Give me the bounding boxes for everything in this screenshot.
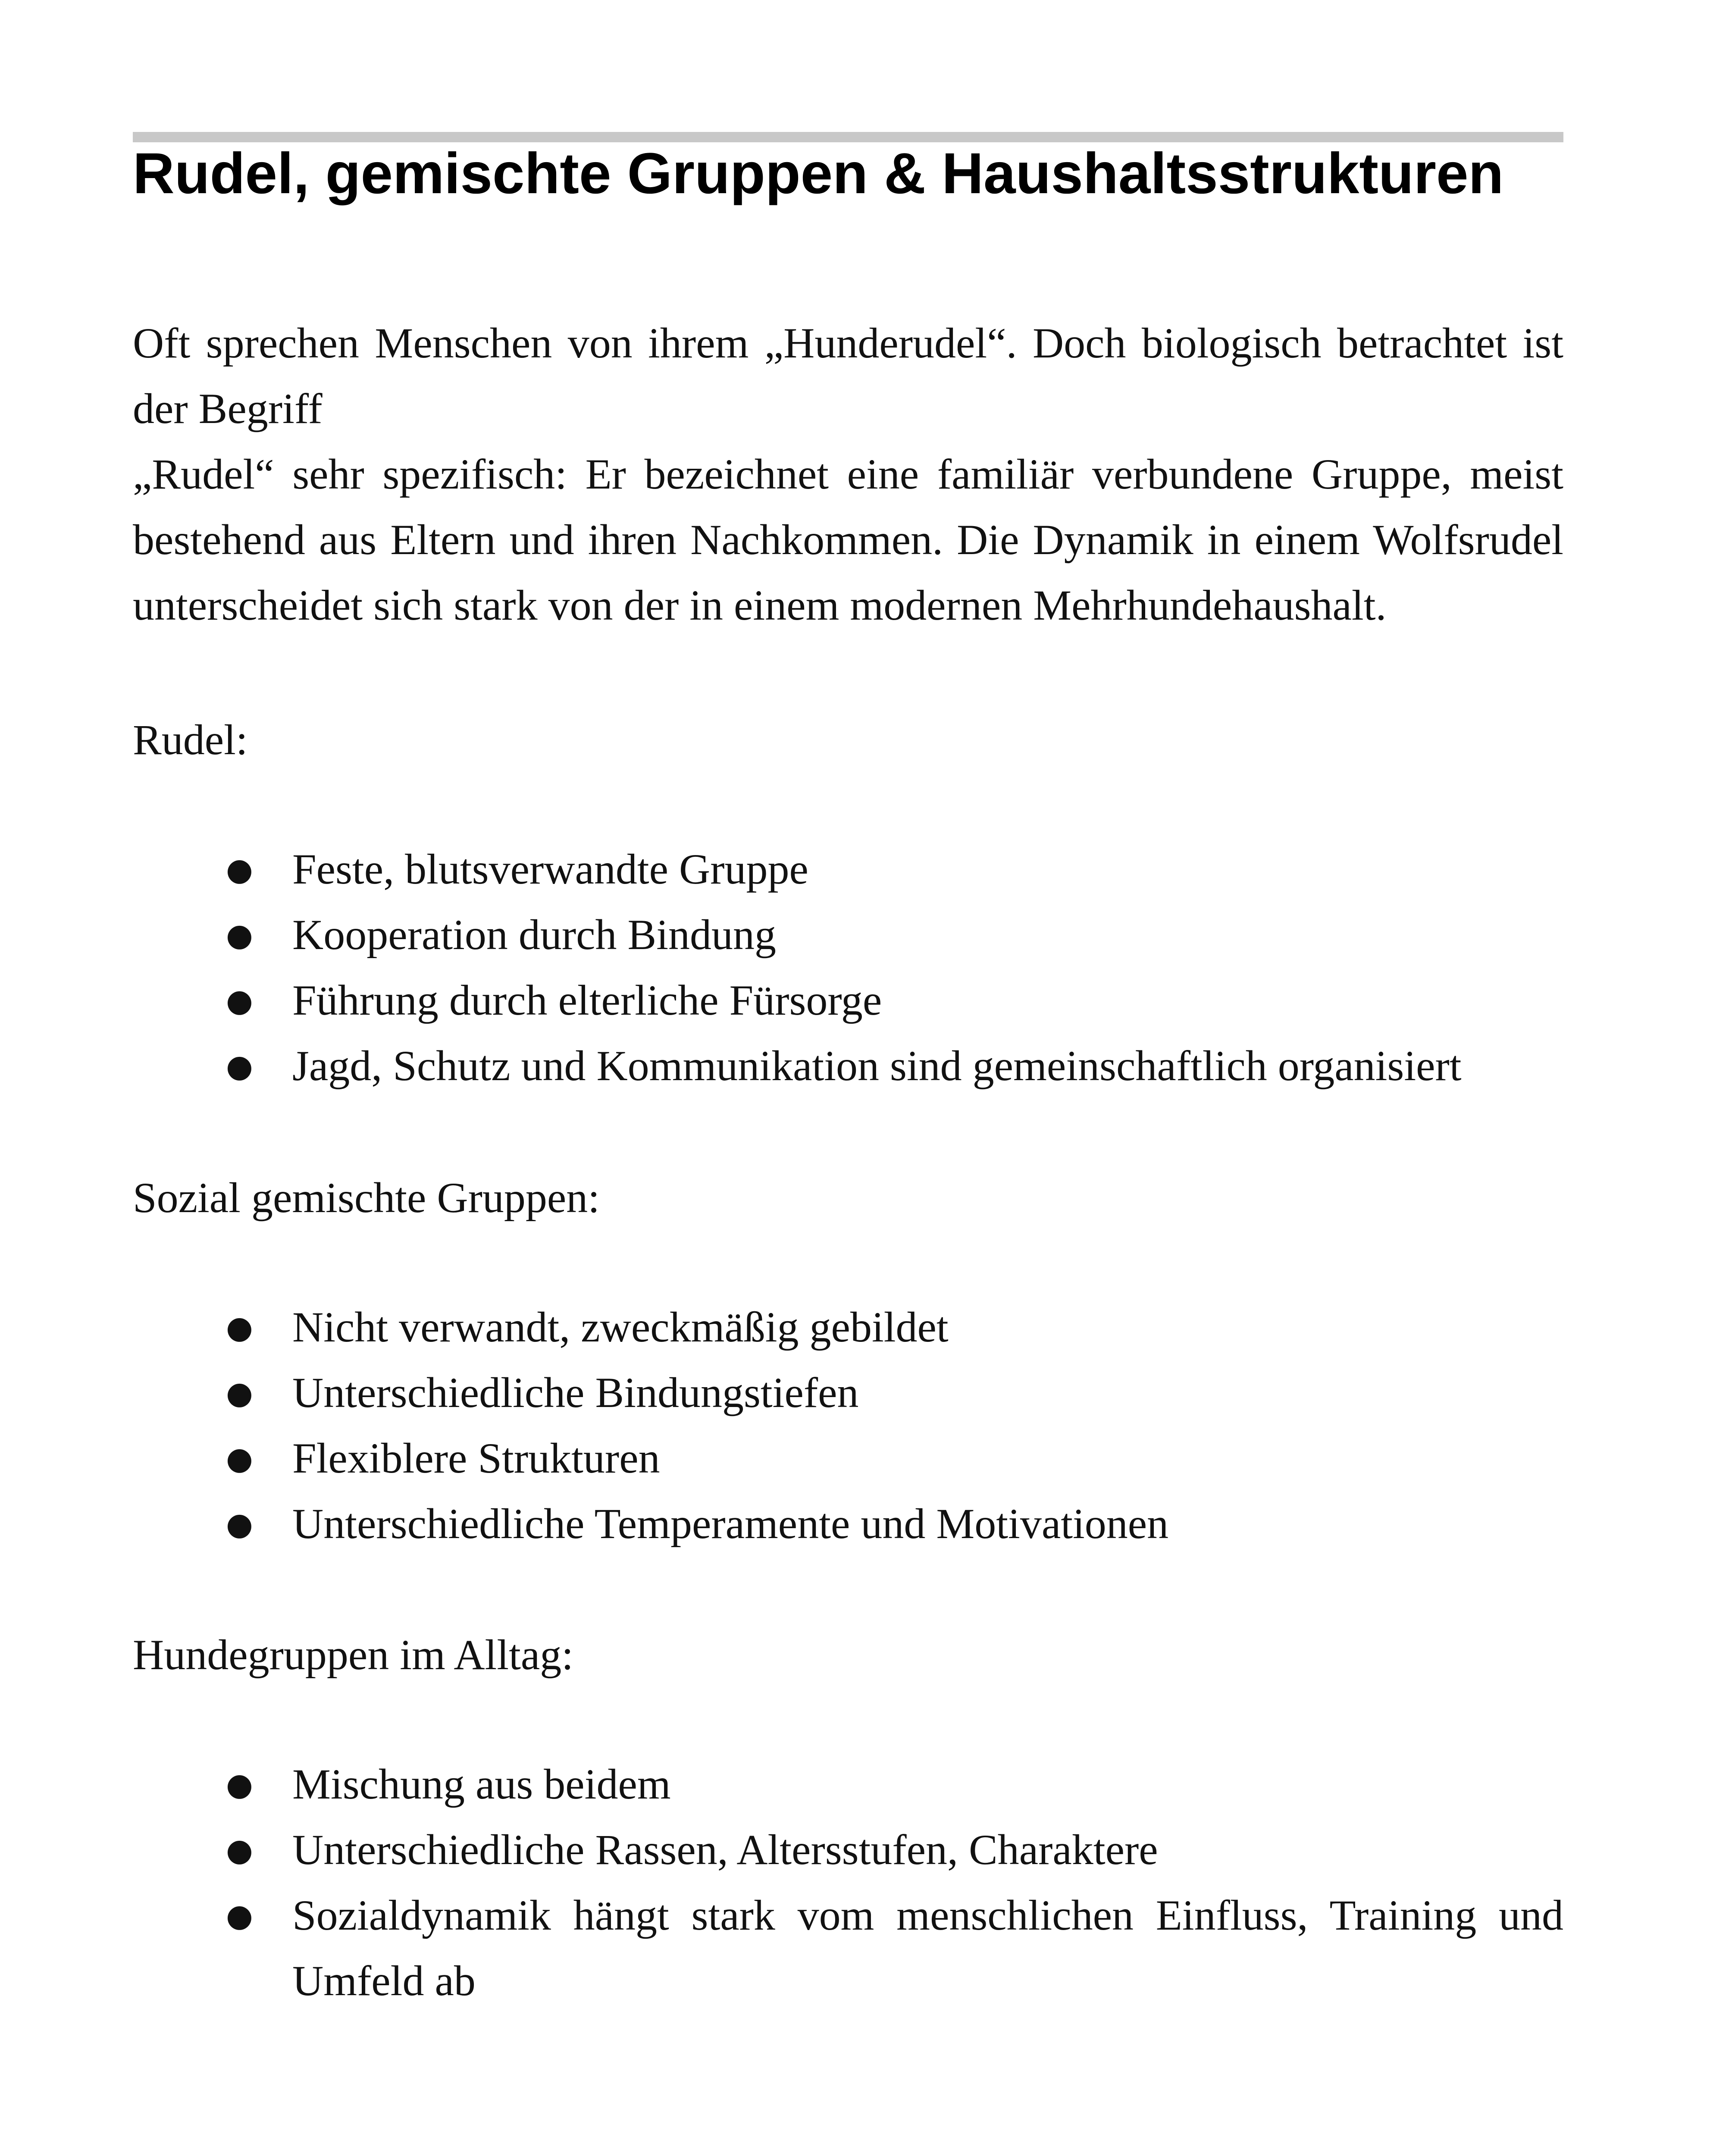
intro-line: unterscheidet sich stark von der in einem modernen Mehrhundehaushalt.	[133, 581, 1387, 629]
list-item	[133, 902, 1563, 968]
list-item	[133, 1752, 1563, 1817]
intro-line: „Rudel“ sehr spezifisch: Er bezeichnet eine familiär verbundene Gruppe, meist	[133, 450, 1563, 498]
list-item-text: Mischung aus beidem	[292, 1760, 671, 1808]
list-item-text: Unterschiedliche Temperamente und Motivationen	[292, 1500, 1169, 1548]
list-item-text: Umfeld ab	[292, 1957, 476, 2005]
list-item-text: Kooperation durch Bindung	[292, 911, 777, 959]
list-item-text: Unterschiedliche Bindungstiefen	[292, 1369, 859, 1416]
section-label-rudel: Rudel:	[133, 716, 248, 764]
list-item	[133, 1294, 1563, 1360]
list-item	[133, 968, 1563, 1033]
bullet-icon: ●	[226, 1048, 253, 1084]
section-label-alltag: Hundegruppen im Alltag:	[133, 1631, 574, 1679]
bullet-icon: ●	[226, 1506, 253, 1542]
list-item-text: Nicht verwandt, zweckmäßig gebildet	[292, 1303, 949, 1351]
bullet-icon: ●	[226, 1309, 253, 1345]
intro-paragraph	[133, 310, 1563, 638]
list-item	[133, 1491, 1563, 1557]
list-alltag	[133, 1752, 1563, 2014]
list-item	[133, 1426, 1563, 1491]
list-item-text: Feste, blutsverwandte Gruppe	[292, 845, 808, 893]
intro-line: der Begriff	[133, 385, 323, 432]
page-title: Rudel, gemischte Gruppen & Haushaltsstrukturen	[133, 141, 1504, 206]
bullet-icon: ●	[226, 851, 253, 887]
list-item-text: Sozialdynamik hängt stark vom menschlichen Einfluss, Training und	[292, 1891, 1563, 1939]
bullet-icon: ●	[226, 1766, 253, 1802]
list-item-text: Führung durch elterliche Fürsorge	[292, 976, 882, 1024]
intro-line: bestehend aus Eltern und ihren Nachkommen. Die Dynamik in einem Wolfsrudel	[133, 516, 1563, 564]
list-item	[133, 1033, 1563, 1099]
bullet-icon: ●	[226, 1440, 253, 1476]
bullet-icon: ●	[226, 982, 253, 1018]
bullet-icon: ●	[226, 917, 253, 953]
bullet-icon: ●	[226, 1832, 253, 1868]
list-item	[133, 1817, 1563, 1883]
list-item	[133, 837, 1563, 902]
list-item	[133, 1360, 1563, 1426]
list-rudel	[133, 837, 1563, 1099]
bullet-icon: ●	[226, 1375, 253, 1411]
list-item-text: Jagd, Schutz und Kommunikation sind gemeinschaftlich organisiert	[292, 1042, 1462, 1090]
section-label-gemischt: Sozial gemischte Gruppen:	[133, 1174, 600, 1222]
intro-line: Oft sprechen Menschen von ihrem „Hunderudel“. Doch biologisch betrachtet ist	[133, 319, 1563, 367]
bullet-icon: ●	[226, 1897, 253, 1934]
list-item-text: Unterschiedliche Rassen, Altersstufen, Charaktere	[292, 1826, 1158, 1874]
list-item-text: Flexiblere Strukturen	[292, 1434, 660, 1482]
list-gemischt	[133, 1294, 1563, 1557]
list-item	[133, 1883, 1563, 2014]
